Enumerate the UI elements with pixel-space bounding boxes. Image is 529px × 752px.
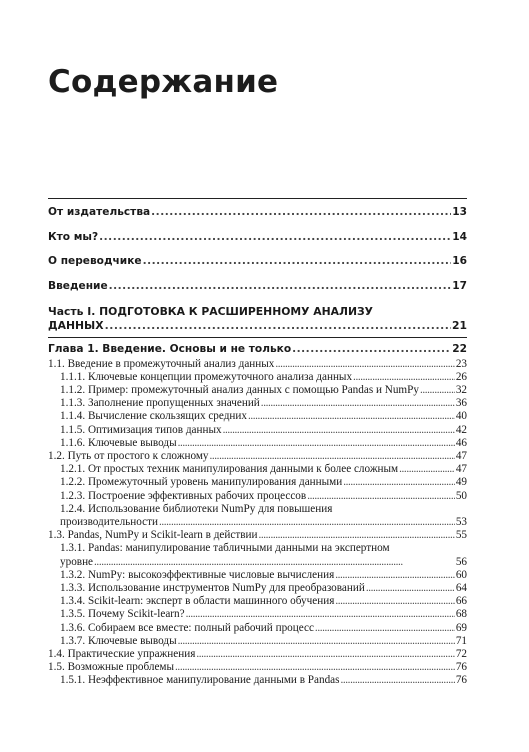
toc-entry-page: 23 (455, 357, 467, 370)
toc-entry-title: Введение (48, 280, 108, 293)
toc-entry-title: 1.3.2. NumPy: высокоэффективные числовые вычисления (60, 568, 335, 581)
toc-entry-page: 50 (455, 489, 467, 502)
toc-entry-title: 1.3.1. Pandas: манипулирование табличными данными на экспертном (60, 542, 390, 555)
title-divider (48, 198, 467, 199)
toc-entry[interactable] (48, 490, 467, 503)
dot-leader (223, 424, 455, 437)
toc-entry-page: 14 (452, 230, 467, 243)
toc-entry-title: 1.1.6. Ключевые выводы (60, 436, 177, 449)
toc-entry[interactable] (48, 542, 467, 568)
dot-leader (94, 556, 455, 569)
toc-entry-title: 1.1.5. Оптимизация типов данных (60, 423, 222, 436)
dot-leader (109, 280, 452, 293)
toc-entry-title: 1.5. Возможные проблемы (48, 661, 175, 674)
toc-entry[interactable] (48, 450, 467, 463)
toc-entry-title: 1.3.4. Scikit-learn: эксперт в области машинного обучения (60, 595, 335, 608)
toc-section-list (48, 358, 467, 688)
toc-entry-page: 21 (451, 319, 467, 333)
dot-leader (366, 582, 455, 595)
toc-entry-page: 68 (455, 608, 467, 621)
part-title-line2: ДАННЫХ (48, 319, 104, 333)
toc-entry-title: 1.1.2. Пример: промежуточный анализ данных с помощью Pandas и NumPy (60, 383, 419, 396)
toc-entry[interactable] (48, 397, 467, 410)
dot-leader (335, 595, 454, 608)
toc-entry-page: 22 (452, 342, 467, 355)
toc-entry-title: 1.1.4. Вычисление скользящих средних (60, 410, 247, 423)
toc-entry-page: 42 (455, 423, 467, 436)
toc-part-1[interactable] (48, 305, 467, 334)
dot-leader (343, 476, 455, 489)
toc-entry-page: 66 (455, 595, 467, 608)
dot-leader (178, 635, 455, 648)
toc-entry-page: 13 (452, 206, 467, 218)
toc-entry[interactable] (48, 410, 467, 423)
toc-entry-page: 47 (455, 449, 467, 462)
toc-entry-title: 1.2.2. Промежуточный уровень манипулирования данными (60, 476, 343, 489)
toc-entry-title: 1.1.1. Ключевые концепции промежуточного анализа данных (60, 370, 353, 383)
dot-leader (341, 674, 455, 687)
toc-entry-page: 64 (455, 581, 467, 594)
toc-entry-page: 36 (455, 397, 467, 410)
toc-entry[interactable] (48, 503, 467, 529)
toc-entry-title: 1.1.3. Заполнение пропущенных значений (60, 397, 260, 410)
dot-leader (175, 661, 455, 674)
dot-leader (335, 569, 455, 582)
dot-leader (420, 384, 455, 397)
toc-entry-page: 17 (452, 280, 467, 293)
toc-entry-page: 55 (455, 529, 467, 542)
toc-entry-publisher[interactable] (48, 206, 467, 219)
toc-entry-title: 1.1. Введение в промежуточный анализ данных (48, 357, 275, 370)
toc-entry-page: 72 (455, 647, 467, 660)
toc-entry-page: 60 (455, 568, 467, 581)
toc-entry-title: 1.2.3. Построение эффективных рабочих процессов (60, 489, 307, 502)
toc-entry-title: 1.2. Путь от простого к сложному (48, 449, 209, 462)
dot-leader (196, 648, 454, 661)
part-divider (48, 337, 467, 338)
toc-entry[interactable] (48, 582, 467, 595)
toc-entry-title-continued: уровне (60, 555, 94, 568)
toc-entry[interactable] (48, 358, 467, 371)
dot-leader (151, 206, 451, 219)
dot-leader (248, 410, 455, 423)
dot-leader (307, 490, 455, 503)
toc-entry[interactable] (48, 635, 467, 648)
toc-entry-title: От издательства (48, 206, 151, 218)
toc-entry-page: 47 (455, 463, 467, 476)
toc-entry-page: 16 (452, 255, 467, 268)
toc-entry-translator[interactable] (48, 255, 467, 268)
toc-chapter-1[interactable] (48, 343, 467, 356)
toc-entry-title: Кто мы? (48, 230, 99, 243)
toc-entry[interactable] (48, 569, 467, 582)
dot-leader (143, 255, 452, 268)
toc-entry-page: 32 (455, 383, 467, 396)
dot-leader (186, 608, 455, 621)
toc-entry[interactable] (48, 622, 467, 635)
dot-leader (292, 343, 451, 356)
toc-entry-title-continued: производительности (60, 515, 158, 528)
toc-entry[interactable] (48, 463, 467, 476)
toc-entry[interactable] (48, 437, 467, 450)
toc-entry[interactable] (48, 661, 467, 674)
toc-entry[interactable] (48, 648, 467, 661)
toc-entry[interactable] (48, 529, 467, 542)
toc-entry-page: 76 (455, 661, 467, 674)
toc-entry-page: 71 (455, 634, 467, 647)
dot-leader (261, 397, 455, 410)
toc-entry-title: 1.2.4. Использование библиотеки NumPy для повышения (60, 502, 333, 515)
dot-leader (159, 516, 455, 529)
toc-entry-page: 56 (455, 555, 467, 568)
dot-leader (258, 529, 454, 542)
toc-entry-title: 1.3.7. Ключевые выводы (60, 634, 177, 647)
toc-entry[interactable] (48, 424, 467, 437)
toc-entry-introduction[interactable] (48, 280, 467, 293)
toc-entry-title: 1.3.5. Почему Scikit-learn? (60, 608, 185, 621)
toc-entry[interactable] (48, 384, 467, 397)
dot-leader (210, 450, 455, 463)
toc-entry-page: 26 (455, 370, 467, 383)
toc-entry-title: 1.3.6. Собираем все вместе: полный рабочий процесс (60, 621, 314, 634)
dot-leader (353, 371, 455, 384)
toc-entry-title: 1.4. Практические упражнения (48, 647, 196, 660)
toc-entry-page: 40 (455, 410, 467, 423)
toc-entry-page: 49 (455, 476, 467, 489)
toc-entry-who-we-are[interactable] (48, 231, 467, 244)
toc-entry-page: 69 (455, 621, 467, 634)
toc-entry[interactable] (48, 371, 467, 384)
toc-entry-title: 1.3.3. Использование инструментов NumPy для преобразований (60, 581, 365, 594)
toc-entry-title: 1.2.1. От простых техник манипулирования данными к более сложным (60, 463, 399, 476)
chapter-title: Глава 1. Введение. Основы и не только (48, 342, 292, 355)
page-title: Содержание (48, 64, 279, 100)
toc-entry-title: 1.5.1. Неэффективное манипулирование данными в Pandas (60, 674, 340, 687)
dot-leader (275, 358, 454, 371)
dot-leader (315, 622, 455, 635)
dot-leader (178, 437, 455, 450)
toc-entry[interactable] (48, 608, 467, 621)
toc-entry-title: О переводчике (48, 255, 142, 268)
part-title-line1: Часть I. ПОДГОТОВКА К РАСШИРЕННОМУ АНАЛИЗУ (48, 304, 373, 318)
toc-entry[interactable] (48, 595, 467, 608)
toc-entry-title: 1.3. Pandas, NumPy и Scikit-learn в действии (48, 529, 258, 542)
toc-entry-page: 76 (455, 674, 467, 687)
toc-entry[interactable] (48, 674, 467, 687)
table-of-contents (48, 206, 467, 688)
dot-leader (99, 231, 451, 244)
toc-entry-page: 53 (455, 515, 467, 528)
dot-leader (105, 319, 451, 334)
toc-entry[interactable] (48, 476, 467, 489)
dot-leader (399, 463, 455, 476)
toc-entry-page: 46 (455, 436, 467, 449)
